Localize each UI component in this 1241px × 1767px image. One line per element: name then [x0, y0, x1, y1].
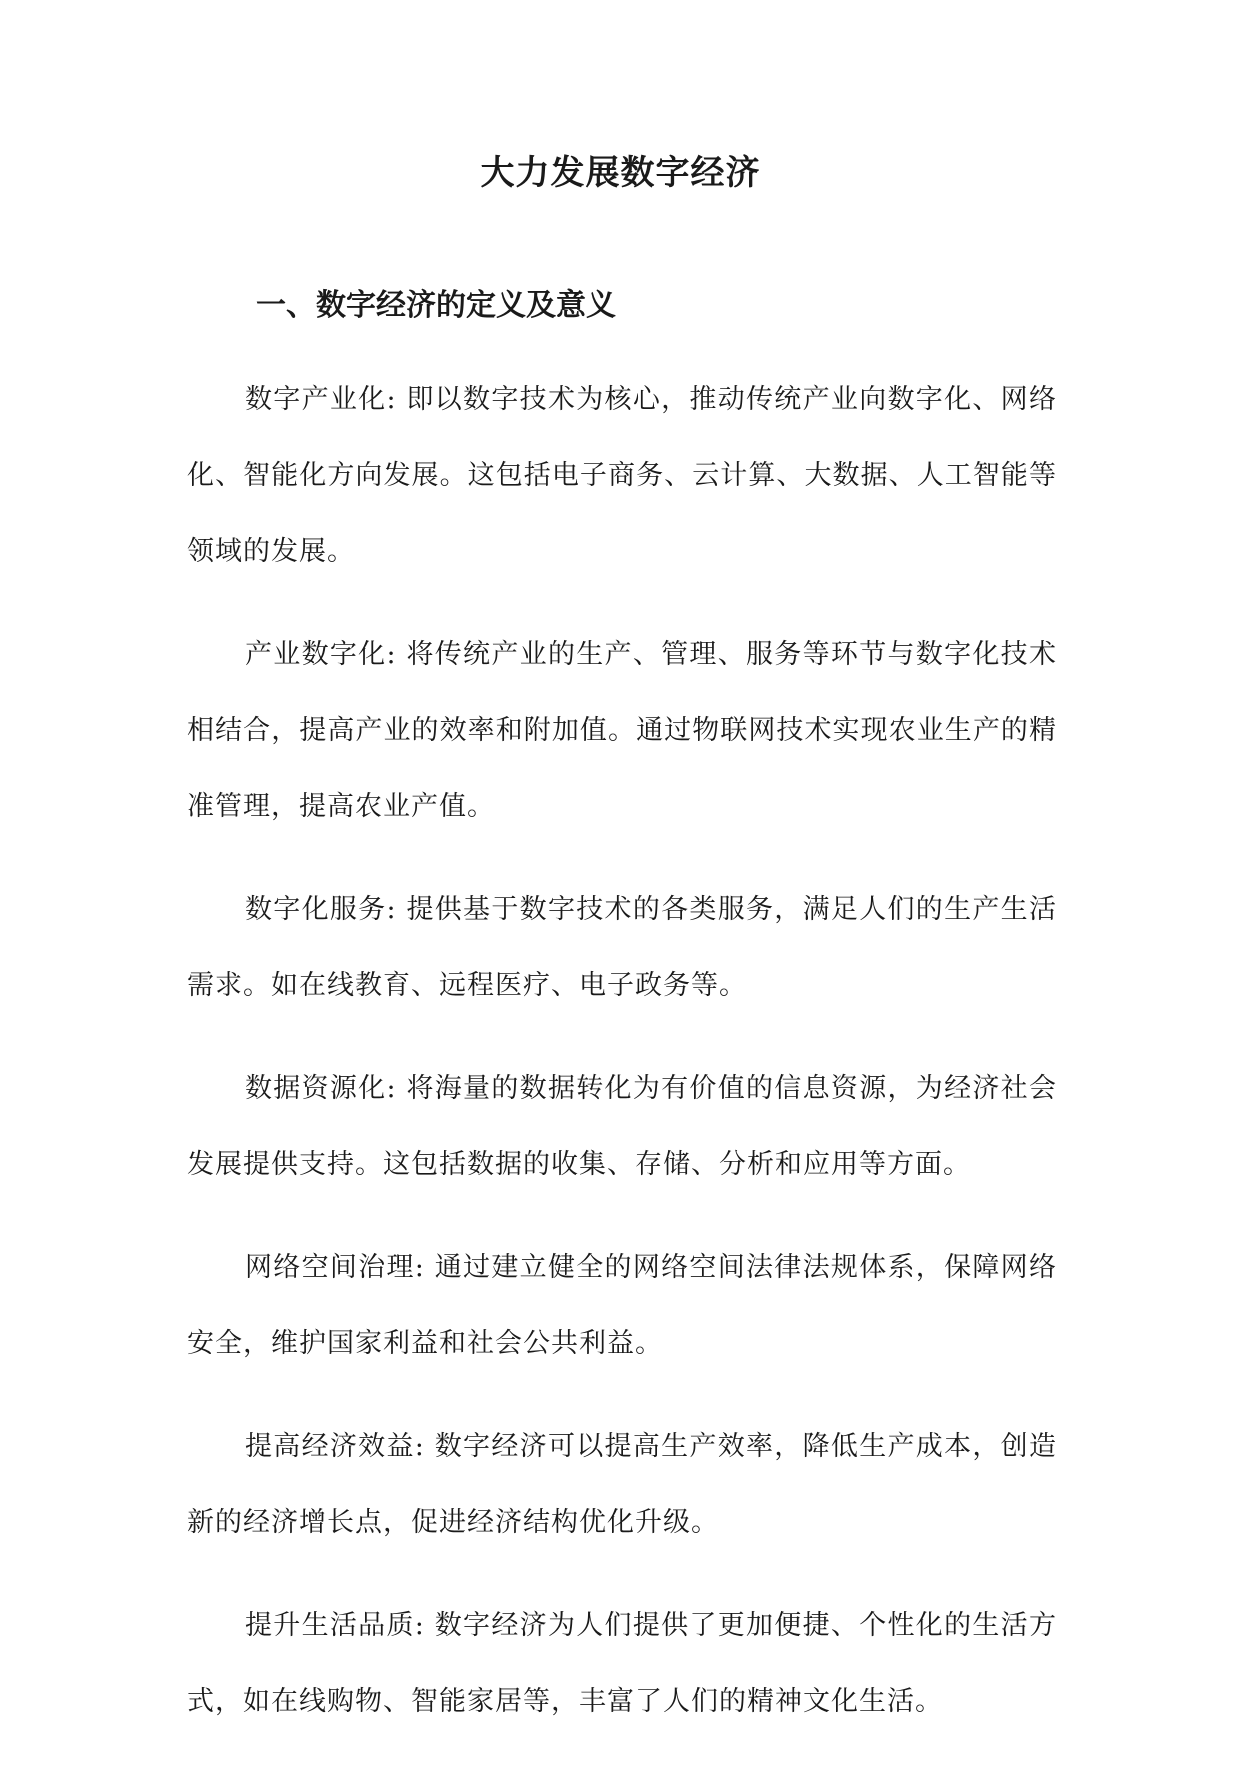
paragraph-text: 将传统产业的生产、管理、服务等环节与数字化技术相结合，提高产业的效率和附加值。通过物联网技术实现农业生产的精准管理，提高农业产值。: [187, 639, 1057, 822]
paragraph-term: 数据资源化:: [245, 1073, 397, 1104]
paragraph-economic-benefits: [187, 1409, 1057, 1561]
paragraph-data-resources: [187, 1051, 1057, 1203]
paragraph-text: 数字经济可以提高生产效率，降低生产成本，创造新的经济增长点，促进经济结构优化升级。: [187, 1431, 1057, 1538]
paragraph-term: 网络空间治理:: [245, 1252, 425, 1283]
paragraph-digital-industrialization: [187, 362, 1057, 590]
paragraph-cyberspace-governance: [187, 1230, 1057, 1382]
document-body: [187, 362, 1057, 1767]
document-title: 大力发展数字经济: [480, 153, 761, 193]
paragraph-text: 提供基于数字技术的各类服务，满足人们的生产生活需求。如在线教育、远程医疗、电子政务等。: [187, 894, 1057, 1001]
paragraph-text: 数字经济为人们提供了更加便捷、个性化的生活方式，如在线购物、智能家居等，丰富了人们的精神文化生活。: [187, 1610, 1057, 1717]
paragraph-digital-services: [187, 872, 1057, 1024]
section-heading: 一、数字经济的定义及意义: [256, 288, 616, 323]
paragraph-term: 数字产业化:: [245, 384, 397, 415]
paragraph-industrial-digitalization: [187, 617, 1057, 845]
paragraph-term: 产业数字化:: [245, 639, 397, 670]
paragraph-term: 数字化服务:: [245, 894, 397, 925]
paragraph-text: 通过建立健全的网络空间法律法规体系，保障网络安全，维护国家利益和社会公共利益。: [187, 1252, 1057, 1359]
paragraph-life-quality: [187, 1588, 1057, 1740]
paragraph-term: 提高经济效益:: [245, 1431, 425, 1462]
paragraph-text: 即以数字技术为核心，推动传统产业向数字化、网络化、智能化方向发展。这包括电子商务、云计算、大数据、人工智能等领域的发展。: [187, 384, 1057, 567]
paragraph-term: 提升生活品质:: [245, 1610, 425, 1641]
paragraph-text: 将海量的数据转化为有价值的信息资源，为经济社会发展提供支持。这包括数据的收集、存储、分析和应用等方面。: [187, 1073, 1057, 1180]
